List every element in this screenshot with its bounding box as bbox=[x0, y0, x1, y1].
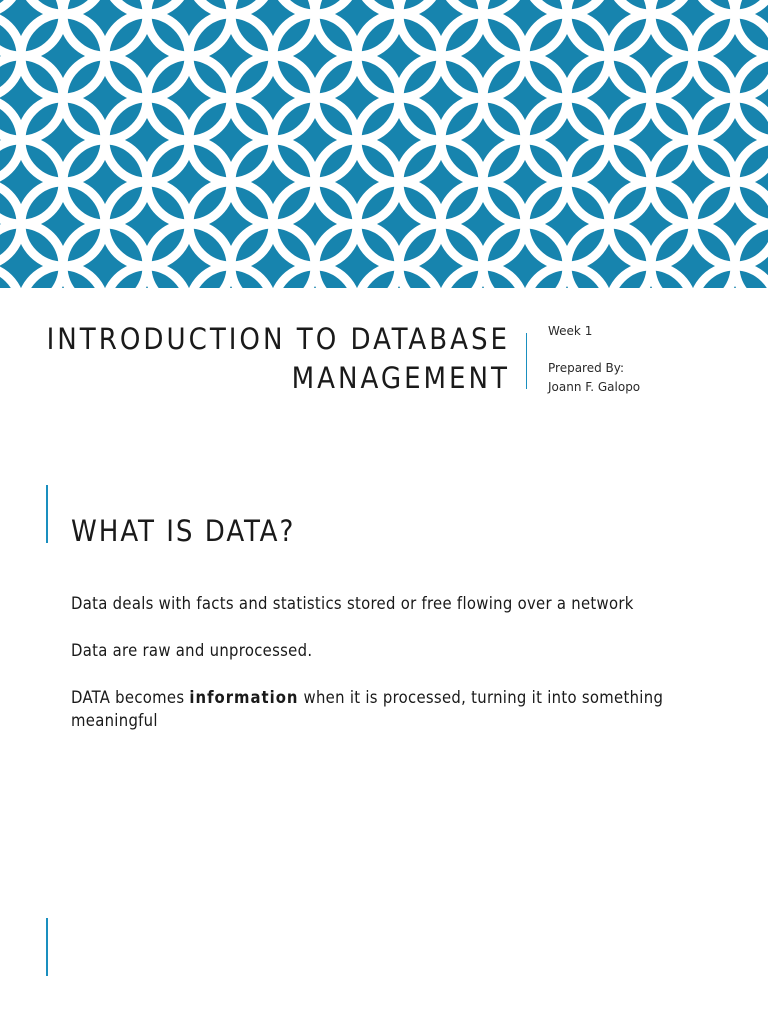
author-name: Joann F. Galopo bbox=[548, 380, 641, 394]
accent-bar-bottom bbox=[46, 918, 48, 976]
bold-term-information: information bbox=[189, 688, 299, 707]
week-label: Week 1 bbox=[548, 324, 593, 338]
title-line-1: INTRODUCTION TO DATABASE bbox=[46, 322, 510, 356]
paragraph-3-end: when it is processed, turning it into something meaningful bbox=[71, 688, 664, 730]
prepared-by-label: Prepared By: bbox=[548, 361, 625, 375]
paragraph-3 bbox=[71, 686, 711, 732]
slide-heading: WHAT IS DATA? bbox=[71, 514, 296, 548]
slide-body bbox=[71, 592, 711, 756]
title-slide bbox=[0, 288, 768, 438]
title-line-2: MANAGEMENT bbox=[291, 361, 510, 395]
content-slide bbox=[0, 470, 768, 1024]
decorative-pattern-banner bbox=[0, 0, 768, 288]
paragraph-2: Data are raw and unprocessed. bbox=[71, 641, 313, 660]
paragraph-1: Data deals with facts and statistics stored or free flowing over a network bbox=[71, 594, 634, 613]
title-divider bbox=[526, 333, 527, 389]
slide-info bbox=[548, 322, 640, 397]
slide-title bbox=[40, 320, 510, 398]
paragraph-3-start: DATA becomes bbox=[71, 688, 190, 707]
accent-bar-top bbox=[46, 485, 48, 543]
